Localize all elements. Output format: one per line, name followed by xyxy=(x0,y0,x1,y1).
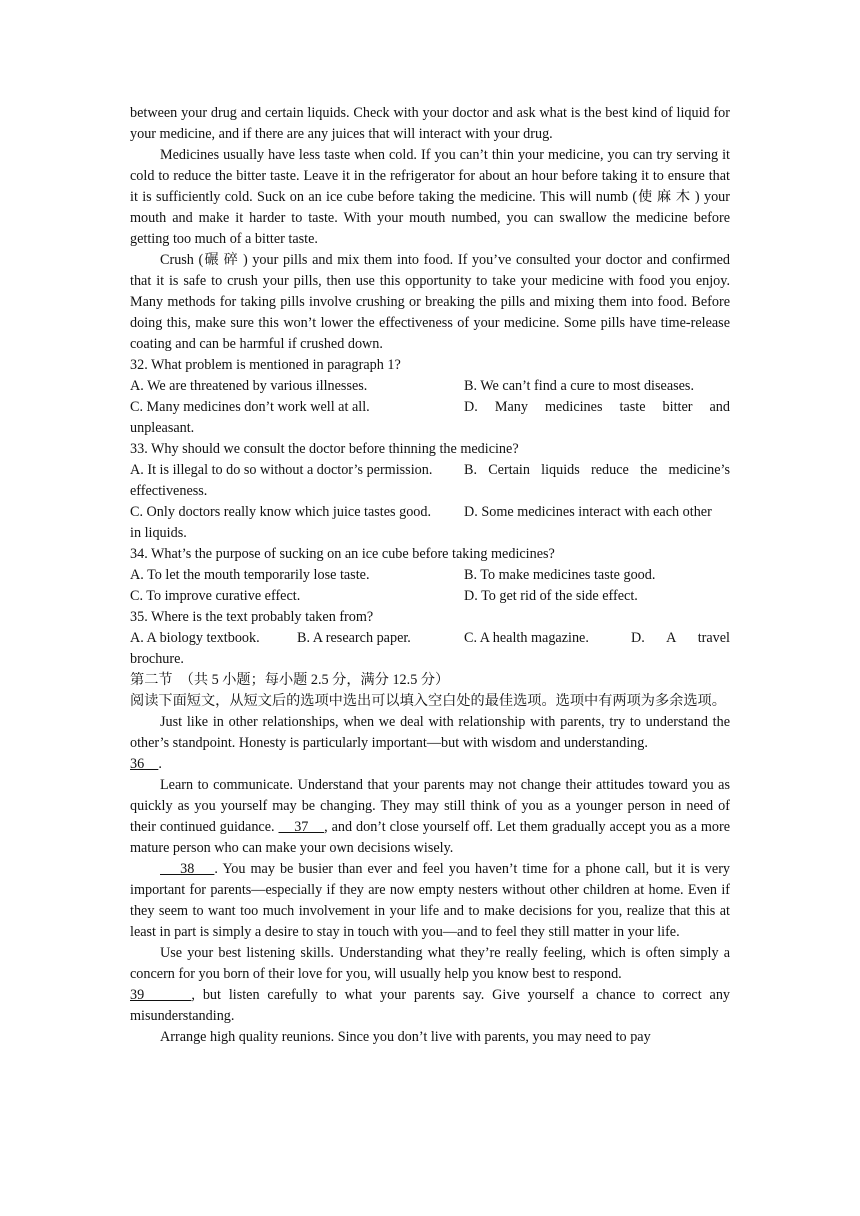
paragraph-text: . You may be busier than ever and feel you haven’t time for a phone call, but it is very important for parents—especially if they are now empty nesters without other children at home. Even if they seem to want too much involvement in your life and to make decisions for you, realize that this at least in part is simply a desire to stay in touch with you—and to feel they still matter in your life. xyxy=(130,861,731,940)
option-b: B. A research paper. xyxy=(297,630,411,646)
passage-paragraph xyxy=(130,985,730,1027)
paragraph-text: ) your pills and mix them into food. If you’ve consulted your doctor and confirmed that it is safe to crush your pills, then use this opportunity to take your medicine with food you enjoy. Many methods for taking pills involve crushing or breaking the pills and mixing them into food. Before doing this, make sure this won’t lower the effectiveness of your medicine. Some pills have time-release coating and can be harmful if crushed down. xyxy=(130,252,730,352)
option-c: C. Many medicines don’t work well at all. xyxy=(130,399,370,415)
option-a: A. To let the mouth temporarily lose taste. xyxy=(130,567,370,583)
question-33 xyxy=(130,439,730,544)
passage-paragraph: between your drug and certain liquids. Check with your doctor and ask what is the best kind of liquid for your medicine, and if there are any juices that will interact with your drug. xyxy=(130,105,730,142)
question-stem: 35. Where is the text probably taken from? xyxy=(130,609,374,625)
option-d: D. To get rid of the side effect. xyxy=(464,588,638,604)
option-b: B. We can’t find a cure to most diseases. xyxy=(464,378,695,394)
option-d-continued: in liquids. xyxy=(130,525,187,541)
paragraph-text: Medicines usually have less taste when cold. If you can’t thin your medicine, you can try serving it cold to reduce the bitter taste. Leave it in the refrigerator for about an hour before taking it to ensure that it is sufficiently cold. Suck on an ice cube before taking the medicine. This will numb ( xyxy=(130,147,730,205)
option-c: C. To improve curative effect. xyxy=(130,588,301,604)
passage-paragraph: Just like in other relationships, when we deal with relationship with parents, try to understand the other’s standpoint. Honesty is particularly important—but with wisdom and understanding. xyxy=(130,714,730,751)
passage-paragraph: 36 . xyxy=(130,756,162,772)
paragraph-text: ) your mouth and make it harder to taste. With your mouth numbed, you can swallow the medicine before getting too much of a bitter taste. xyxy=(130,189,730,247)
passage-paragraph xyxy=(130,775,730,859)
paragraph-text: , but listen carefully to what your parents say. Give yourself a chance to correct any misunderstanding. xyxy=(130,987,731,1024)
option-a: A. It is illegal to do so without a doctor’s permission. xyxy=(130,462,433,478)
option-d: D. Some medicines interact with each other xyxy=(464,504,712,520)
option-b: B. To make medicines taste good. xyxy=(464,567,656,583)
blank-38: 38 xyxy=(160,861,215,877)
paragraph-text: Learn to communicate. Understand that your parents may not change their attitudes toward you as quickly as you yourself may be changing. They may still think of you as a younger person in need of their continued guidance. xyxy=(130,777,730,835)
question-stem: 32. What problem is mentioned in paragraph 1? xyxy=(130,357,401,373)
option-d-continued: unpleasant. xyxy=(130,420,195,436)
option-c: C. Only doctors really know which juice tastes good. xyxy=(130,504,432,520)
page-content xyxy=(130,103,730,1048)
question-32 xyxy=(130,355,730,439)
question-34 xyxy=(130,544,730,607)
passage-paragraph xyxy=(130,145,730,250)
chinese-gloss: 碾碎 xyxy=(203,252,243,268)
blank-39: 39 xyxy=(130,987,192,1003)
section-instructions: 阅读下面短文，从短文后的选项中选出可以填入空白处的最佳选项。选项中有两项为多余选项。 xyxy=(130,693,726,709)
question-stem: 34. What’s the purpose of sucking on an ice cube before taking medicines? xyxy=(130,546,555,562)
option-b-continued: effectiveness. xyxy=(130,483,208,499)
paragraph-text: , and don’t close yourself off. Let them gradually accept you as a more mature person who can make your own decisions wisely. xyxy=(130,819,731,856)
blank-37: 37 xyxy=(278,819,325,835)
option-d-continued: brochure. xyxy=(130,651,184,667)
option-b: B. Certain liquids reduce the medicine’s xyxy=(464,462,730,478)
passage-paragraph: Arrange high quality reunions. Since you don’t live with parents, you may need to pay xyxy=(160,1029,651,1045)
passage-paragraph: Use your best listening skills. Understanding what they’re really feeling, which is often simply a concern for you born of their love for you, will usually help you know best to respond. xyxy=(130,945,730,982)
blank-36: 36 xyxy=(130,756,159,772)
passage-paragraph xyxy=(130,250,730,355)
section-heading: 第二节 （共 5 小题；每小题 2.5 分，满分 12.5 分） xyxy=(130,672,450,688)
option-a: A. We are threatened by various illnesses. xyxy=(130,378,368,394)
option-c: C. A health magazine. xyxy=(464,630,589,646)
question-stem: 33. Why should we consult the doctor before thinning the medicine? xyxy=(130,441,519,457)
passage-paragraph xyxy=(130,859,730,943)
chinese-gloss: 使麻木 xyxy=(637,189,695,205)
option-d: D. Many medicines taste bitter and xyxy=(464,399,730,415)
option-a: A. A biology textbook. xyxy=(130,630,260,646)
option-d: D. A travel xyxy=(631,630,730,646)
paragraph-text: Crush ( xyxy=(160,252,204,268)
question-35 xyxy=(130,607,730,670)
